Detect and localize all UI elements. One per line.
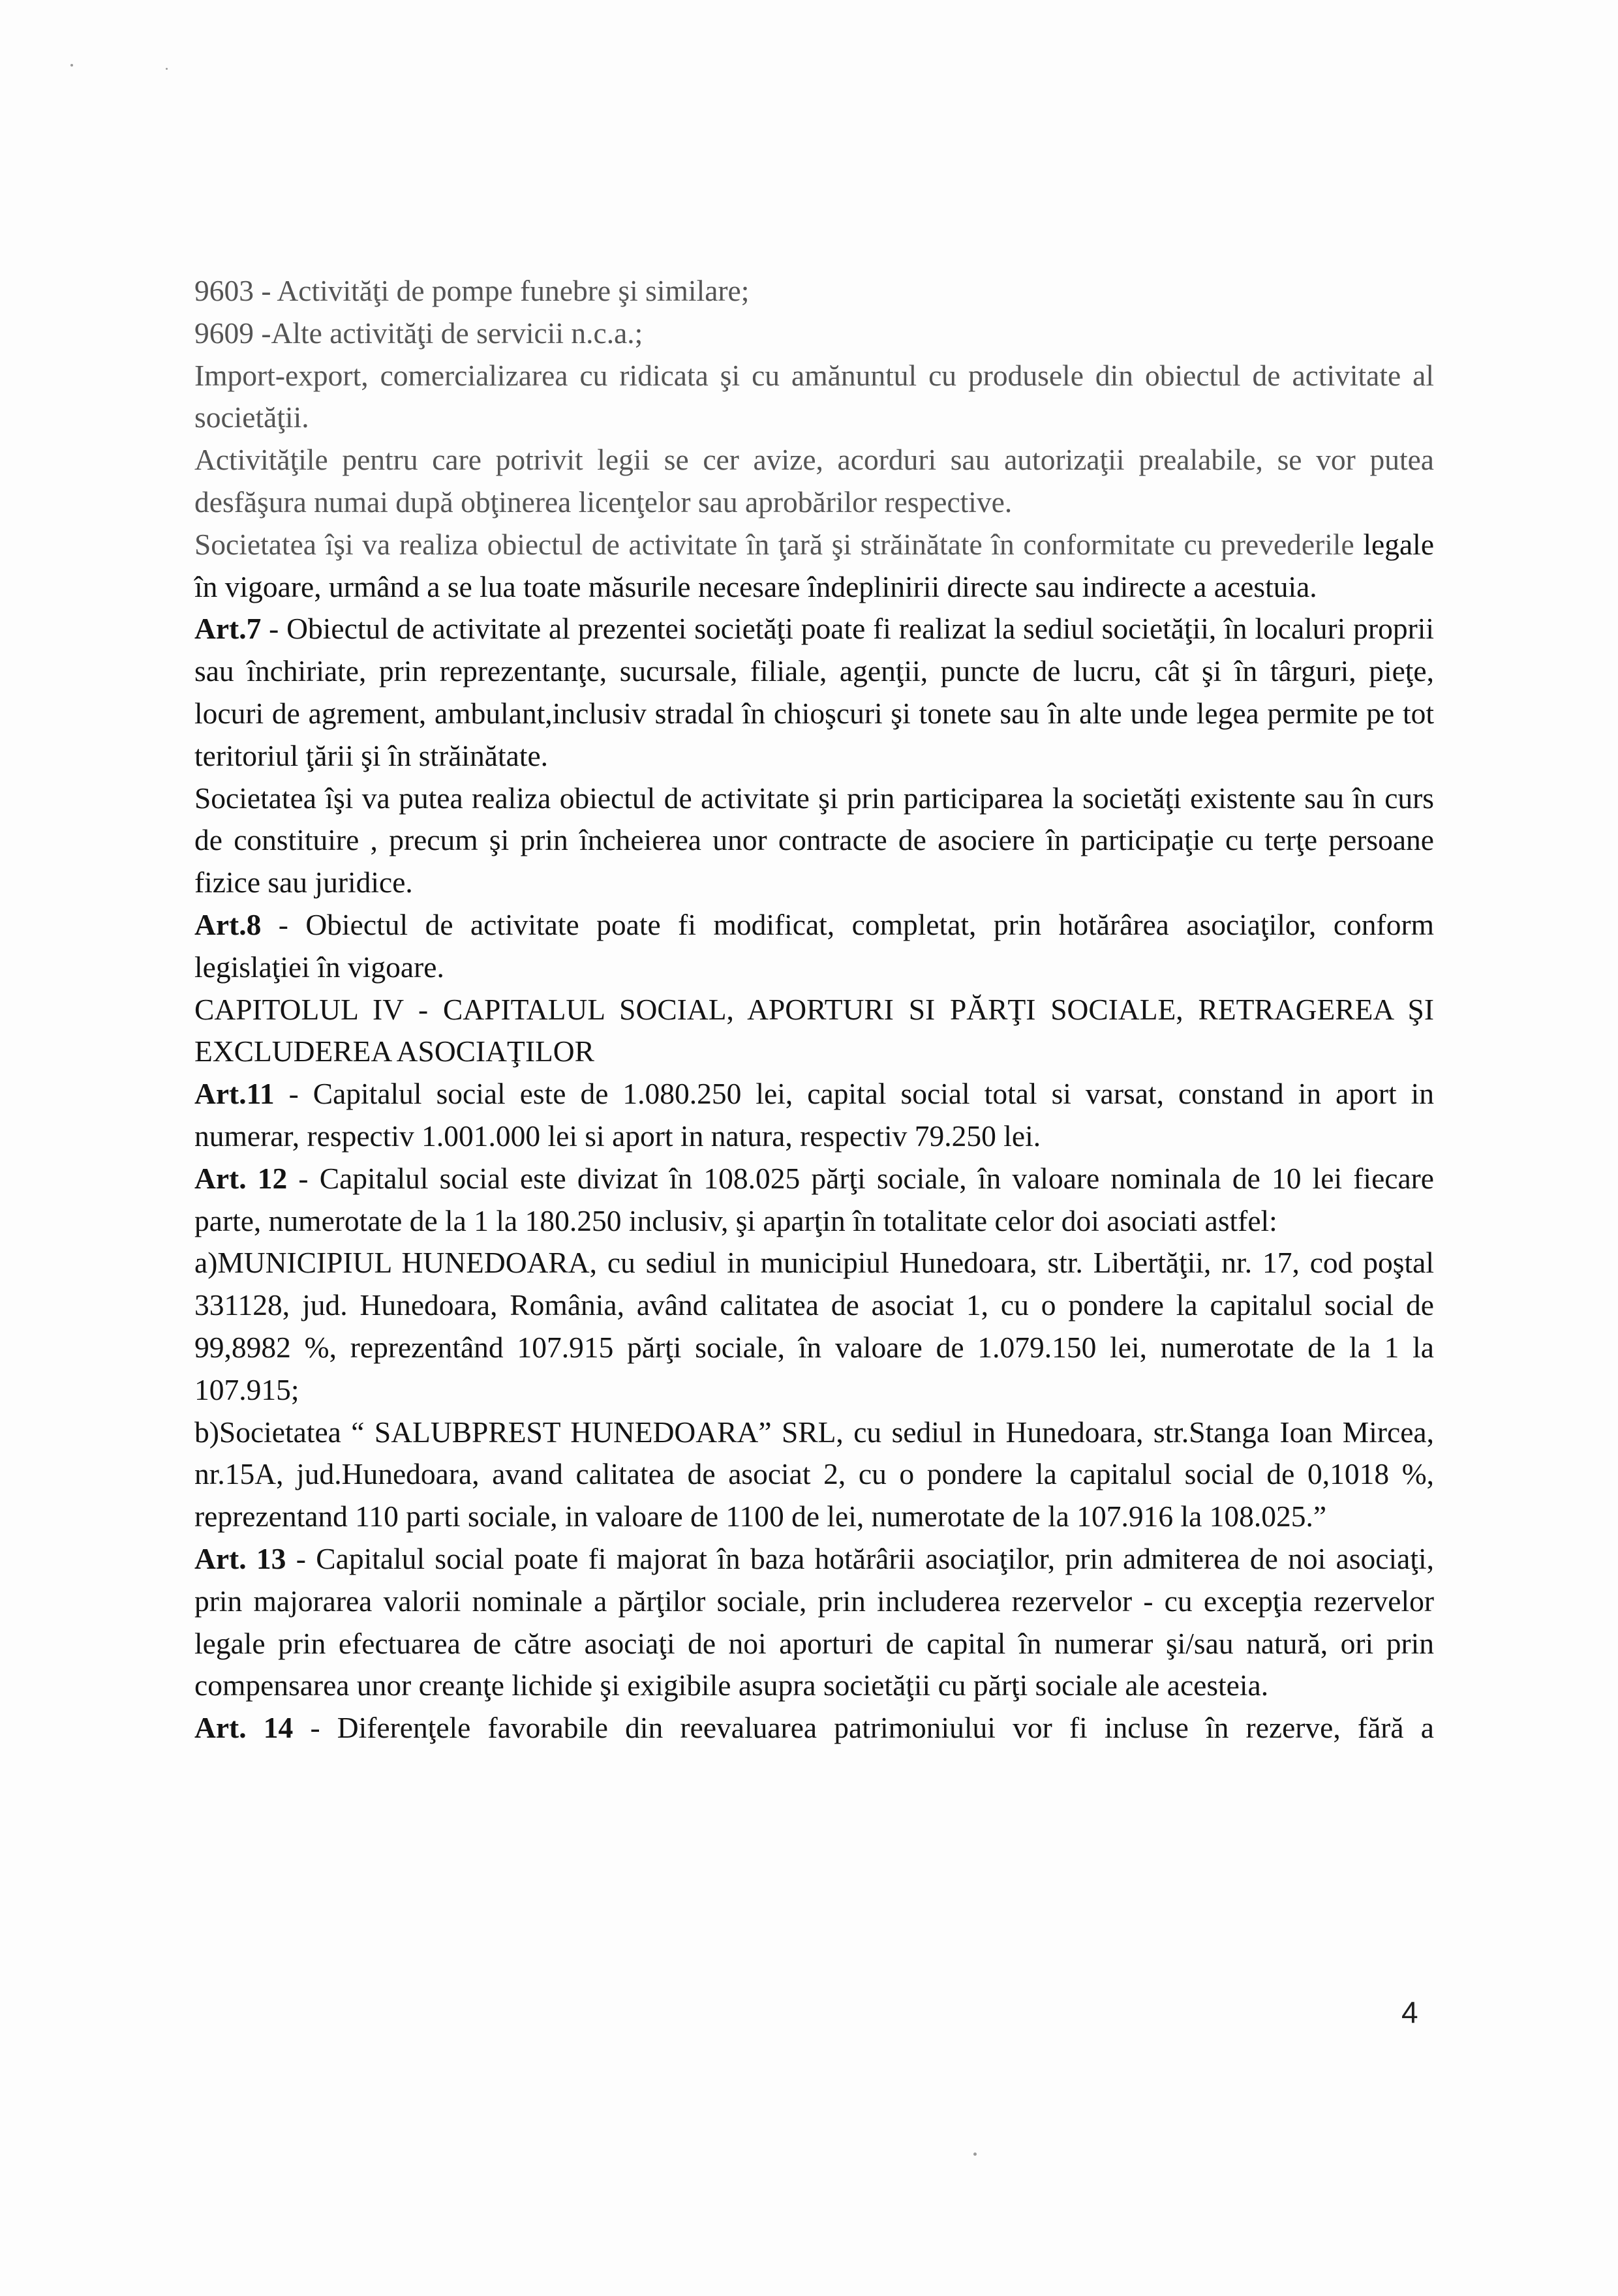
participation-paragraph: Societatea îşi va putea realiza obiectul de activitate şi prin participarea la societăţi existente sau în curs de constituire , precum şi prin încheierea unor contracte de asociere în participaţie cu terţe persoane fizice sau juridice.	[194, 781, 1434, 899]
article-13-text: - Capitalul social poate fi majorat în baza hotărârii asociaţilor, prin admiterea de noi asociaţi, prin majorarea valorii nominale a părţilor sociale, prin includerea rezervelor - cu excepţia rezervelor legale prin efectuarea de către asociaţi de noi aporturi de capital în numerar şi/sau natură, ori prin compensarea unor creanţe lichide şi exigibile asupra societăţii cu părţi sociale ale acesteia.	[194, 1541, 1434, 1702]
activity-scope-line-rest: legale în vigoare, urmând a se lua toate măsurile necesare îndeplinirii directe sau indirecte a acestuia.	[194, 527, 1435, 603]
scan-speck	[70, 64, 73, 67]
article-7-text: - Obiectul de activitate al prezentei societăţi poate fi realizat la sediul societăţii, în localuri proprii sau închiriate, prin reprezentanţe, sucursale, filiale, agenţii, puncte de lucru, cât şi în târguri, pieţe, locuri de agrement, ambulant,inclusiv stradal în chioşcuri şi tonete sau în alte unde legea permite pe tot teritoriul ţării şi în străinătate.	[194, 612, 1434, 772]
import-export-paragraph: Import-export, comercializarea cu ridicata şi cu amănuntul cu produsele din obiectul de activitate al societăţii.	[194, 358, 1434, 434]
associate-b: b)Societatea “ SALUBPREST HUNEDOARA” SRL, cu sediul in Hunedoara, str.Stanga Ioan Mircea, nr.15A, jud.Hunedoara, avand calitatea de asociat 2, cu o pondere la capitalul social de 0,1018 %, reprezentand 110 parti sociale, in valoare de 1100 de lei, numerotate de la 107.916 la 108.025.”	[194, 1415, 1434, 1533]
article-7-label: Art.7	[194, 612, 262, 646]
scan-speck	[973, 2152, 977, 2156]
activity-code-9603: 9603 - Activităţi de pompe funebre şi similare;	[194, 274, 750, 307]
article-13	[194, 1538, 1434, 1707]
associate-a: a)MUNICIPIUL HUNEDOARA, cu sediul in municipiul Hunedoara, str. Libertăţii, nr. 17, cod poştal 331128, jud. Hunedoara, România, având calitatea de asociat 1, cu o pondere la capitalul social de 99,8982 %, reprezentând 107.915 părţi sociale, în valoare de 1.079.150 lei, numerotate de la 1 la 107.915;	[194, 1246, 1434, 1406]
activity-scope-paragraph	[194, 524, 1434, 609]
article-13-label: Art. 13	[194, 1541, 286, 1575]
article-11-label: Art.11	[194, 1077, 275, 1111]
licenses-paragraph: Activităţile pentru care potrivit legii se cer avize, acorduri sau autorizaţii prealabile, se vor putea desfăşura numai după obţinerea licenţelor sau aprobărilor respective.	[194, 443, 1434, 519]
page-number: 4	[1401, 1995, 1418, 2029]
chapter-heading: CAPITOLUL IV - CAPITALUL SOCIAL, APORTURI SI PĂRŢI SOCIALE, RETRAGEREA ŞI EXCLUDEREA ASOCIAŢILOR	[194, 992, 1434, 1068]
activity-scope-line-1: Societatea îşi va realiza obiectul de activitate în ţară şi străinătate în conformitate cu prevederile	[194, 527, 1354, 561]
article-8-text: - Obiectul de activitate poate fi modificat, completat, prin hotărârea asociaţilor, conform legislaţiei în vigoare.	[194, 907, 1434, 984]
article-12	[194, 1158, 1434, 1243]
article-11-text: - Capitalul social este de 1.080.250 lei, capital social total si varsat, constand in aport in numerar, respectiv 1.001.000 lei si aport in natura, respectiv 79.250 lei.	[194, 1077, 1434, 1153]
article-11	[194, 1073, 1434, 1158]
article-12-text: - Capitalul social este divizat în 108.025 părţi sociale, în valoare nominala de 10 lei fiecare parte, numerotate de la 1 la 180.250 inclusiv, şi aparţin în totalitate celor doi asociati astfel:	[194, 1161, 1434, 1237]
scan-speck	[166, 68, 168, 70]
article-7	[194, 608, 1434, 777]
article-14	[194, 1707, 1434, 1749]
article-14-text: - Diferenţele favorabile din reevaluarea patrimoniului vor fi incluse în rezerve, fără a	[293, 1711, 1434, 1745]
article-14-label: Art. 14	[194, 1711, 294, 1745]
document-body	[194, 270, 1434, 1749]
activity-code-9609: 9609 -Alte activităţi de servicii n.c.a.;	[194, 316, 643, 350]
article-8-label: Art.8	[194, 907, 262, 941]
article-12-label: Art. 12	[194, 1161, 288, 1195]
article-8	[194, 904, 1434, 989]
